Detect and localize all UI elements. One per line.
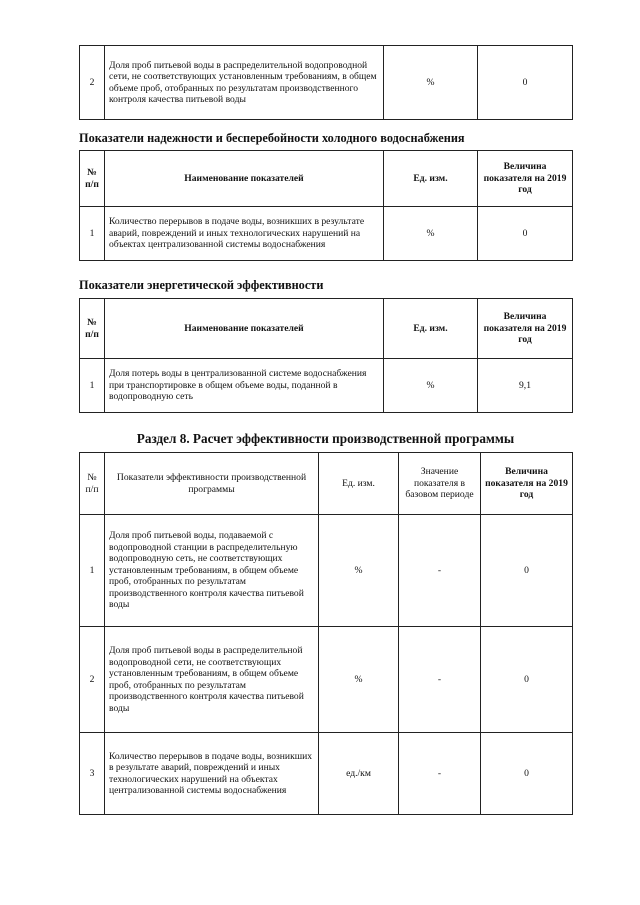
header-value: Величина показателя на 2019 год xyxy=(481,453,573,515)
indicator-name: Доля проб питьевой воды, подаваемой с водопроводной станции в распределительную водопроводную сеть, не соответствующих установленным требованиям, в общем объеме проб, отобранных по результатам производственного контроля качества питьевой воды xyxy=(105,515,319,627)
header-value: Величина показателя на 2019 год xyxy=(478,151,573,207)
row-number: 2 xyxy=(80,627,105,733)
table-row xyxy=(80,627,573,733)
header-base: Значение показателя в базовом периоде xyxy=(399,453,481,515)
unit-cell: ед./км xyxy=(319,733,399,815)
base-value-cell: - xyxy=(399,627,481,733)
row-number: 1 xyxy=(80,515,105,627)
header-num: № п/п xyxy=(80,151,105,207)
header-row xyxy=(80,453,573,515)
indicator-name: Доля проб питьевой воды в распределительной водопроводной сети, не соответствующих установленным требованиям, в общем объеме проб, отобранных по результатам производственного контроля качества питьевой воды xyxy=(105,627,319,733)
row-number: 3 xyxy=(80,733,105,815)
indicator-name: Доля потерь воды в централизованной системе водоснабжения при транспортировке в общем объеме воды, поданной в водопроводную сеть xyxy=(105,359,384,413)
row-number: 2 xyxy=(80,46,105,120)
header-eff-name: Показатели эффективности производственной программы xyxy=(105,453,319,515)
table-row xyxy=(80,359,573,413)
unit-cell: % xyxy=(384,207,478,261)
row-number: 1 xyxy=(80,359,105,413)
header-num: № п/п xyxy=(80,453,105,515)
energy-table xyxy=(79,298,573,413)
base-value-cell: - xyxy=(399,733,481,815)
indicator-name: Количество перерывов в подаче воды, возникших в результате аварий, повреждений и иных технологических нарушений на объектах централизованной системы водоснабжения xyxy=(105,733,319,815)
table-row xyxy=(80,207,573,261)
row-number: 1 xyxy=(80,207,105,261)
unit-cell: % xyxy=(319,515,399,627)
header-unit: Ед. изм. xyxy=(319,453,399,515)
value-cell: 0 xyxy=(478,207,573,261)
unit-cell: % xyxy=(319,627,399,733)
base-value-cell: - xyxy=(399,515,481,627)
header-num: № п/п xyxy=(80,299,105,359)
indicator-name: Количество перерывов в подаче воды, возникших в результате аварий, повреждений и иных технологических нарушений на объектах централизованной системы водоснабжения xyxy=(105,207,384,261)
top-table xyxy=(79,45,573,120)
energy-title: Показатели энергетической эффективности xyxy=(79,278,324,292)
value-cell: 0 xyxy=(478,46,573,120)
header-name: Наименование показателей xyxy=(105,299,384,359)
header-row xyxy=(80,151,573,207)
table-row xyxy=(80,515,573,627)
value-cell: 0 xyxy=(481,627,573,733)
table-row xyxy=(80,46,573,120)
value-cell: 9,1 xyxy=(478,359,573,413)
value-cell: 0 xyxy=(481,515,573,627)
header-value: Величина показателя на 2019 год xyxy=(478,299,573,359)
header-unit: Ед. изм. xyxy=(384,151,478,207)
unit-cell: % xyxy=(384,46,478,120)
header-row xyxy=(80,299,573,359)
header-unit: Ед. изм. xyxy=(384,299,478,359)
header-name: Наименование показателей xyxy=(105,151,384,207)
unit-cell: % xyxy=(384,359,478,413)
table-row xyxy=(80,733,573,815)
reliability-title: Показатели надежности и бесперебойности холодного водоснабжения xyxy=(79,131,465,145)
section8-table xyxy=(79,452,573,815)
value-cell: 0 xyxy=(481,733,573,815)
indicator-name: Доля проб питьевой воды в распределительной водопроводной сети, не соответствующих установленным требованиям, в общем объеме проб, отобранных по результатам производственного контроля качества питьевой воды xyxy=(105,46,384,120)
section8-title: Раздел 8. Расчет эффективности производственной программы xyxy=(136,431,515,446)
reliability-table xyxy=(79,150,573,261)
